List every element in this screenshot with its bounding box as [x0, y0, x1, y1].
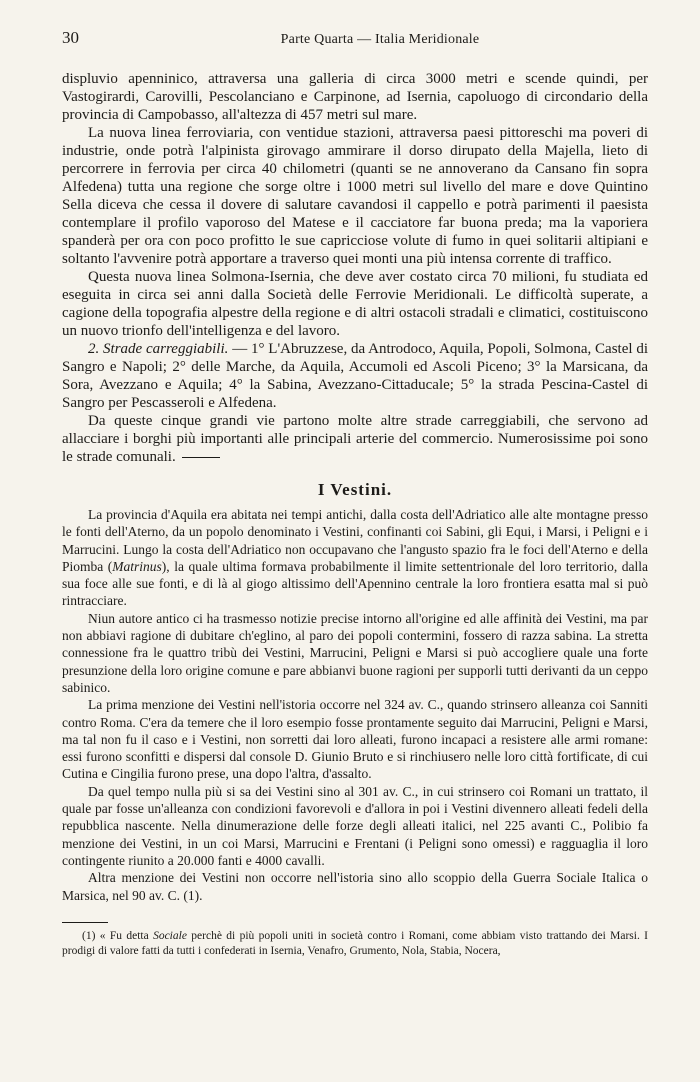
roads-branches-text: Da queste cinque grandi vie partono molte altre strade carreggiabili, che servono ad allacciare i borghi più importanti alle principali arterie del commercio. Numerosissime poi sono le strade comunali. [62, 413, 648, 465]
running-header [62, 28, 648, 52]
paragraph-first-mention: La prima menzione dei Vestini nell'istoria occorre nel 324 av. C., quando strinsero alleanza coi Sanniti contro Roma. C'era da temere che il loro esempio fosse prontamente seguito dai Marrucini, Peligni e Marsi, ma tal non fu il caso e i Vestini, non sorretti dai loro alleati, furono incapaci a resistere alle armi romane: essi furono sconfitti e dispersi dal console D. Giunio Bruto e si rinchiusero nelle loro città fortificate, di cui Cutina e Cingilia furono prese, una dopo l'altra, d'assalto. [62, 697, 648, 782]
paragraph-roads-branches [62, 412, 648, 466]
italic-term: Matrinus [112, 558, 162, 574]
end-rule [182, 457, 220, 458]
paragraph-railway: La nuova linea ferroviaria, con ventidue stazioni, attraversa paesi pittoreschi ma poveri di industrie, onde potrà l'alpinista girovago ammirare il dorso dirupato della Majella, lieto di percorrere in ferrovia per circa 40 chilometri (quanti se ne annoverano da Cansano fin sopra Alfedena) tutta una regione che sorge oltre i 1000 metri sul livello del mare e dove Quintino Sella diceva che cessa il dovere di salutare cavandosi il cappello e potrà parimenti il paesista contemplare il profilo vaporoso del Matese e il cacciatore far buona preda; ma la vaporiera spanderà per ora con poco profitto le sue capricciose volute di fumo in quei solitarii altipiani e soltanto l'avvenire potrà apportare a traverso quei monti una più intensa corrente di traffico. [62, 125, 648, 267]
section-text [62, 506, 648, 904]
paragraph-origin: Niun autore antico ci ha trasmesso notizie precise intorno all'origine ed alle affinità dei Vestini, ma par non abbiavi ragione di dubitare ch'eglino, al paro dei popoli contermini, fossero di razza sabina. La stretta connessione fra le quattro tribù dei Vestini, Marrucini, Peligni e Marsi si può accogliere quale una forte presunzione della loro origine comune e pare abbianvi buone ragioni per supporli tutti derivanti da un ceppo sabinico. [62, 610, 648, 695]
footnote [62, 929, 648, 959]
paragraph-roads [62, 340, 648, 412]
paragraph-continuation: displuvio apenninico, attraversa una galleria di circa 3000 metri e scende quindi, per Vastogirardi, Carovilli, Pescolanciano e Carpinone, ad Iserniа, capoluogo di circondario della provincia di Campobasso, all'altezza di 457 metri sul mare. [62, 71, 648, 123]
running-title: Parte Quarta — Italia Meridionale [280, 32, 480, 47]
paragraph-treaty: Da quel tempo nulla più si sa dei Vestini sino al 301 av. C., in cui strinsero coi Romani un trattato, il quale par fosse un'alleanza con condizioni favorevoli e d'allora in poi i Vestini divennero alleati fedeli della repubblica nascente. Nella dinumerazione delle forze degli alleati italici, nel 225 avanti C., Polibio fa menzione dei Vestini, in un coi Marsi, Marrucini e Frentani (i Peligni sono omessi) e ragguaglia il loro contingente riunito a 20.000 fanti e 4000 cavalli. [62, 783, 648, 868]
section-title: I Vestini. [317, 480, 393, 499]
intro-text [62, 70, 648, 466]
footnote-rule [62, 922, 108, 923]
footnote-text: (1) « Fu detta Sociale perchè di più popoli uniti in società contro i Romani, come abbiam visto trattando dei Marsi. I prodigi di valore fatti da tutti i confederati in Isernia, Venafro, Grumento, Nola, Stabia, Nocera, [62, 929, 649, 957]
roads-label: 2. Strade carreggiabili. [88, 341, 229, 357]
page-number: 30 [62, 28, 79, 47]
paragraph-social-war: Altra menzione dei Vestini non occorre nell'istoria sino allo scoppio della Guerra Sociale Italica o Marsica, nel 90 av. C. (1). [62, 870, 648, 903]
paragraph-solmona-isernia: Questa nuova linea Solmona-Isernia, che deve aver costato circa 70 milioni, fu studiata ed eseguita in circa sei anni dalla Società delle Ferrovie Meridionali. Le difficoltà superate, a cagione della topografia alpestre della regione e di altri ostacoli stradali e climatici, costituiscono un nuovo trionfo dell'intelligenza e del lavoro. [62, 269, 648, 339]
footnote-italic: Sociale [153, 929, 187, 942]
paragraph-geography: La provincia d'Aquila era abitata nei tempi antichi, dalla costa dell'Adriatico alle alte montagne presso le fonti dell'Aterno, da un popolo denominato i Vestini, confinanti coi Sabini, gli Equi, i Marsi, i Peligni e i Marrucini. Lungo la costa dell'Adriatico non occupavano che l'angusto spazio fra le foci dell'Aterno e della Piomba (Matrinus), la quale ultima formava probabilmente il limite settentrionale del loro territorio, dalla sua foce alle sue fonti, e di là al giogo altissimo dell'Apennino centrale la loro frontiera esatta mal si può rintracciare. [62, 507, 648, 609]
roads-text: — 1° L'Abruzzese, da Antrodoco, Aquila, Popoli, Solmona, Castel di Sangro e Napoli; 2° delle Marche, da Aquila, Accumoli ed Ascoli Piceno; 3° la Marsicana, da Sora, Avezzano e Aquila; 4° la Sabina, Avezzano-Cittaducale; 5° la strada Pescina-Castel di Sangro per Pescasseroli e Alfedena. [62, 341, 648, 411]
